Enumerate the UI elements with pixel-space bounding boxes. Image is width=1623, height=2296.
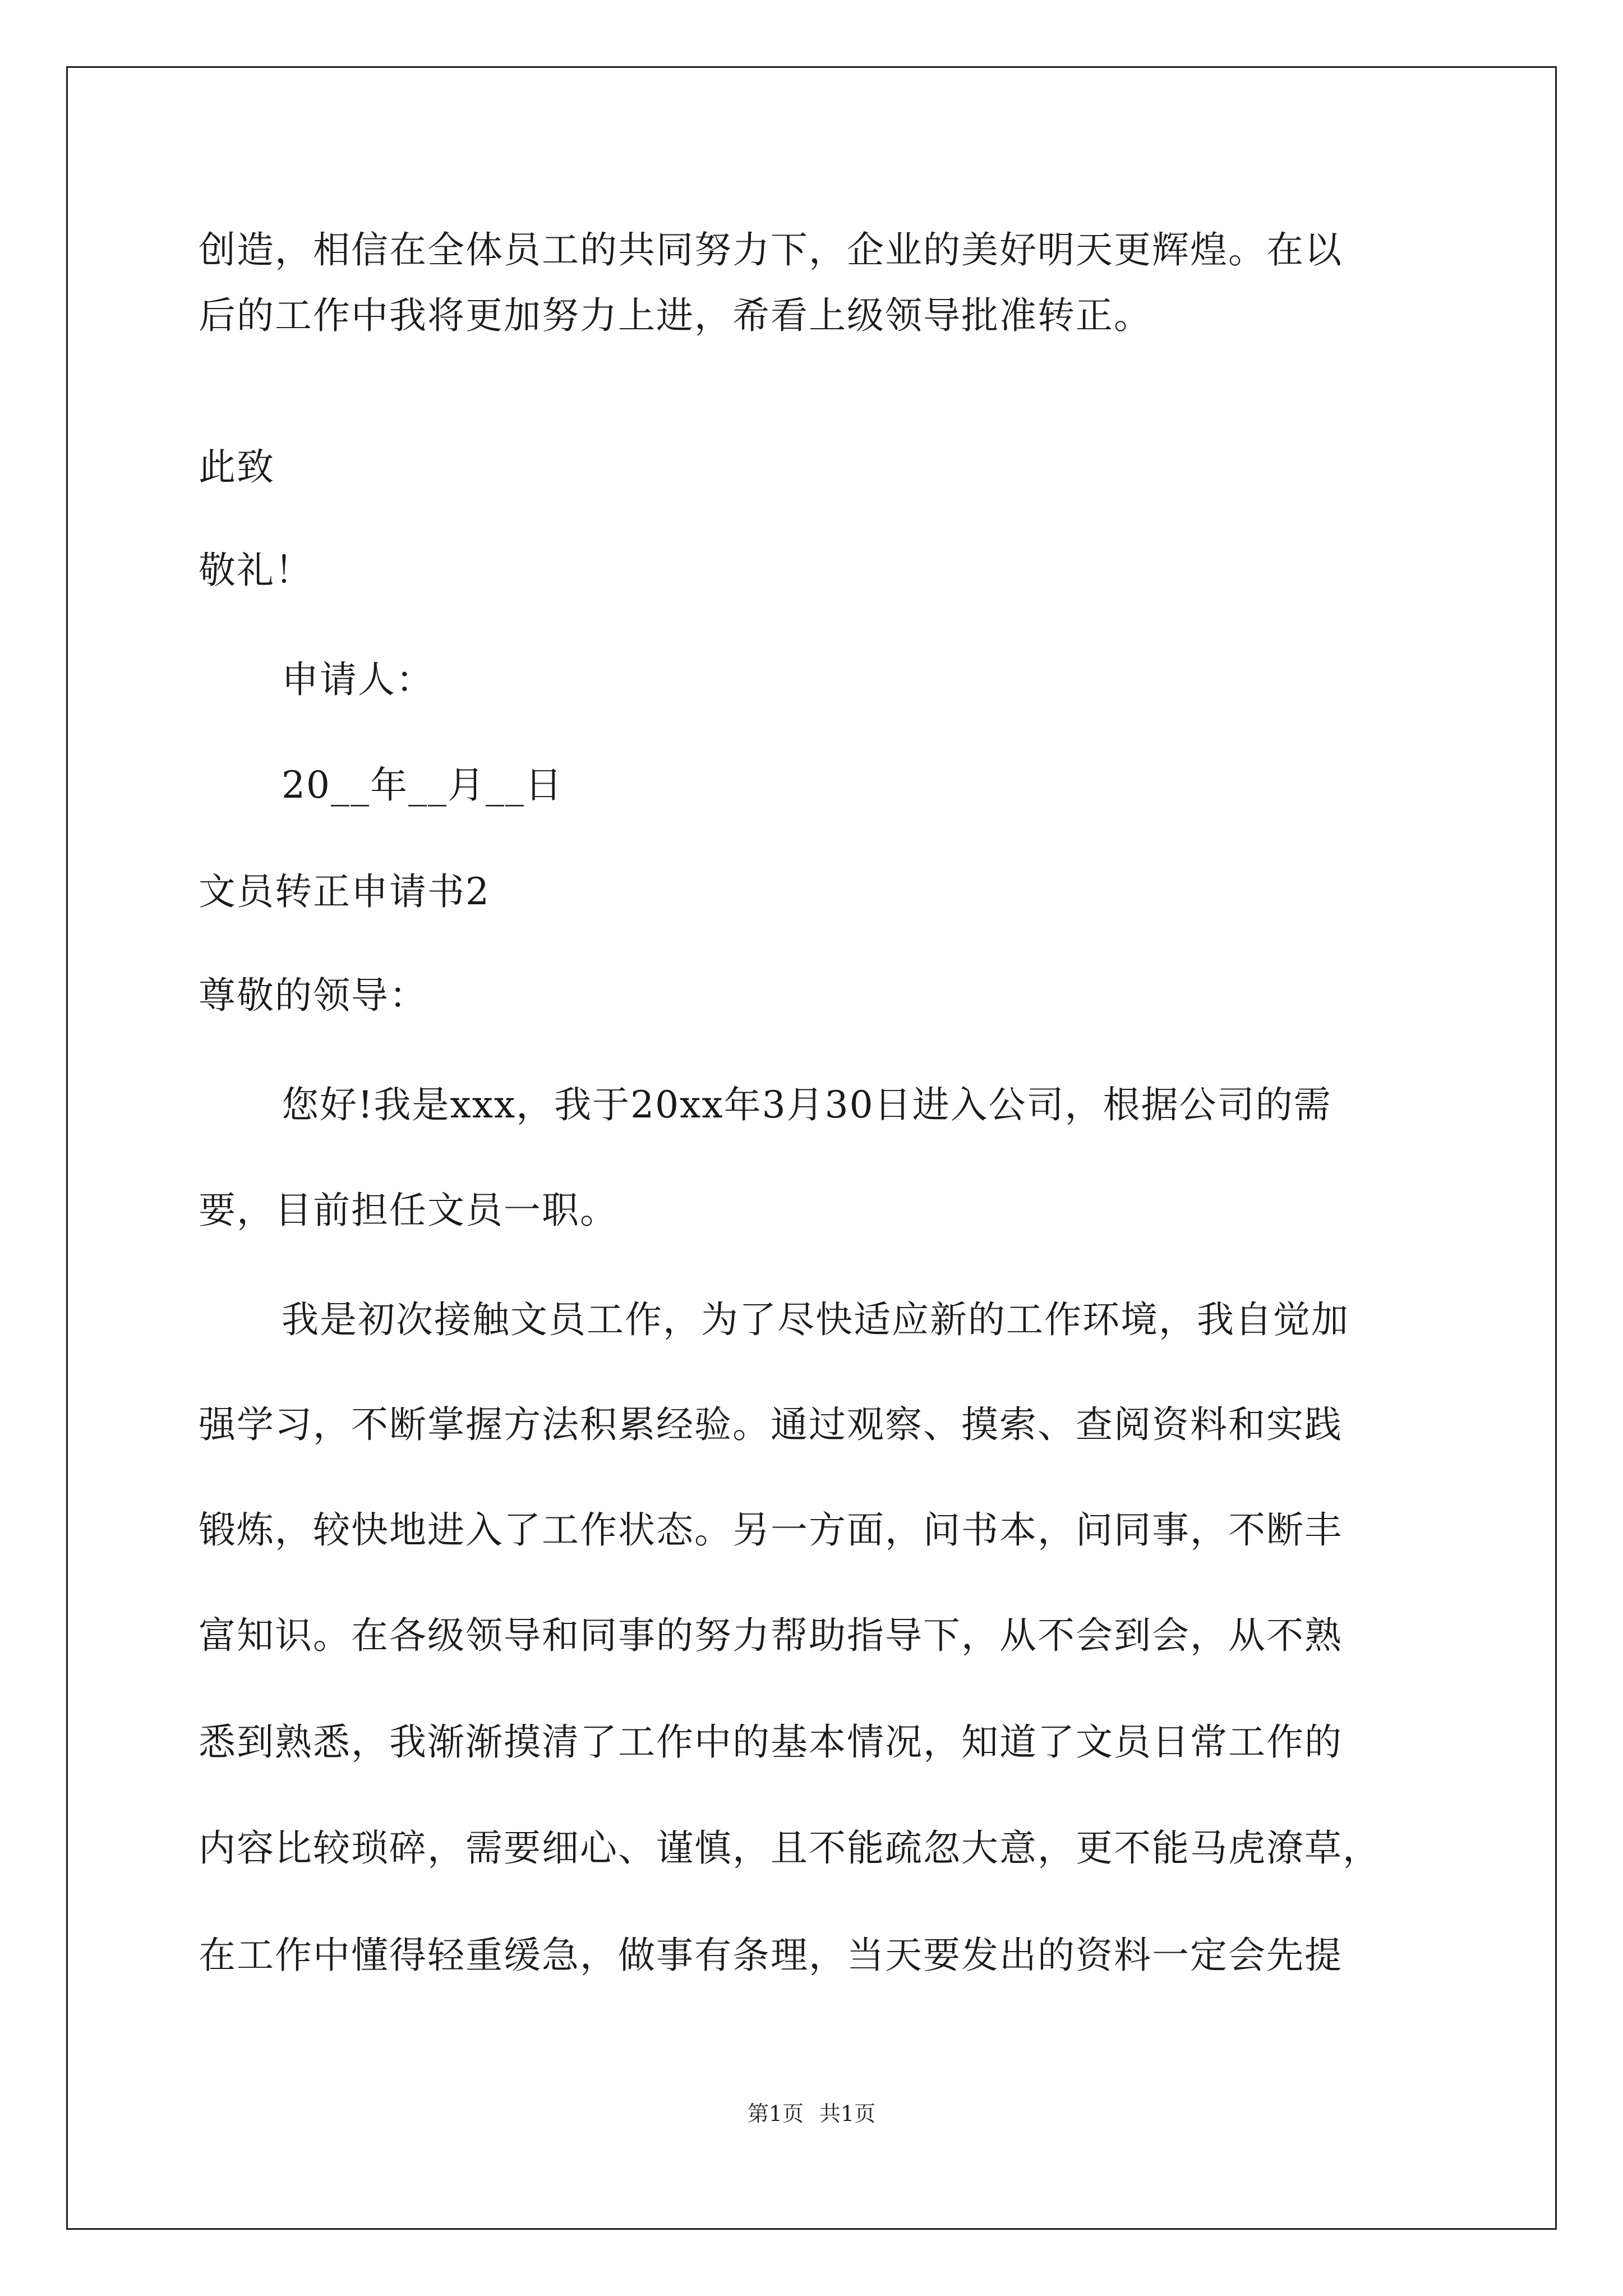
page-border bbox=[66, 66, 1557, 2230]
greeting: 尊敬的领导： bbox=[199, 974, 427, 1017]
closing-salutation: 此致 bbox=[199, 445, 275, 489]
paragraph-line: 强学习，不断掌握方法积累经验。通过观察、摸索、查阅资料和实践 bbox=[199, 1403, 1343, 1446]
applicant-label: 申请人： bbox=[282, 658, 434, 701]
paragraph-line: 您好!我是xxx，我于20xx年3月30日进入公司，根据公司的需 bbox=[282, 1083, 1332, 1126]
paragraph-line: 锻炼，较快地进入了工作状态。另一方面，问书本，问同事，不断丰 bbox=[199, 1508, 1343, 1552]
page-count: 共1页 bbox=[819, 2101, 876, 2126]
page-footer bbox=[0, 2100, 1623, 2127]
paragraph-line: 内容比较琐碎，需要细心、谨慎，且不能疏忽大意，更不能马虎潦草， bbox=[199, 1826, 1381, 1870]
paragraph-line: 悉到熟悉，我渐渐摸清了工作中的基本情况，知道了文员日常工作的 bbox=[199, 1720, 1343, 1764]
closing-regards: 敬礼！ bbox=[199, 549, 313, 592]
paragraph-line: 创造，相信在全体员工的共同努力下，企业的美好明天更辉煌。在以 bbox=[199, 228, 1343, 272]
paragraph-line: 我是初次接触文员工作，为了尽快适应新的工作环境，我自觉加 bbox=[282, 1298, 1349, 1341]
paragraph-line: 要，目前担任文员一职。 bbox=[199, 1189, 618, 1232]
paragraph-line: 在工作中懂得轻重缓急，做事有条理，当天要发出的资料一定会先提 bbox=[199, 1934, 1343, 1977]
date-line: 20__年__月__日 bbox=[282, 763, 563, 807]
page-number: 第1页 bbox=[747, 2101, 804, 2126]
paragraph-line: 富知识。在各级领导和同事的努力帮助指导下，从不会到会，从不熟 bbox=[199, 1614, 1343, 1657]
section-title: 文员转正申请书2 bbox=[199, 870, 490, 913]
paragraph-line: 后的工作中我将更加努力上进，希看上级领导批准转正。 bbox=[199, 294, 1152, 337]
